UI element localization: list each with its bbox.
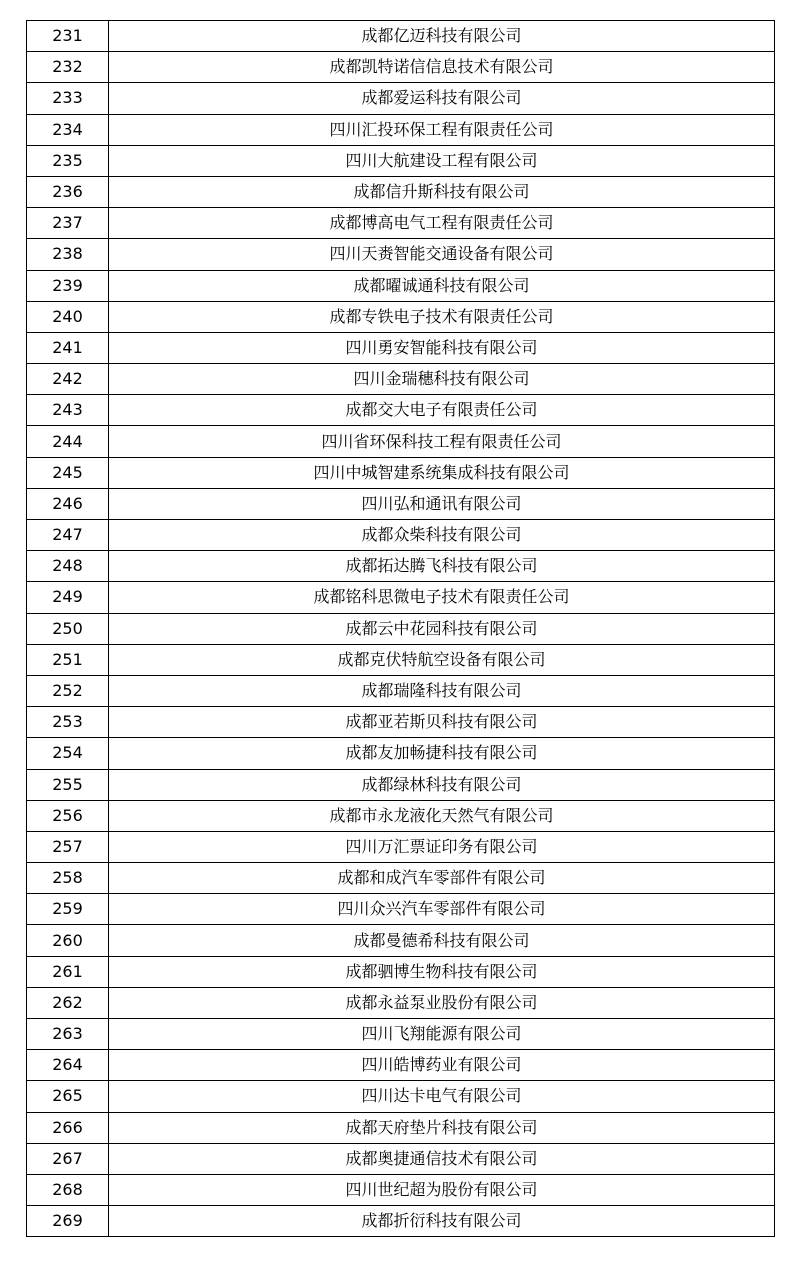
table-row [27, 208, 775, 239]
company-name-cell: 四川汇投环保工程有限责任公司 [109, 114, 775, 145]
row-number-cell: 269 [27, 1206, 109, 1237]
row-number-cell: 266 [27, 1112, 109, 1143]
row-number-cell: 267 [27, 1143, 109, 1174]
table-row [27, 582, 775, 613]
table-row [27, 769, 775, 800]
table-row [27, 1019, 775, 1050]
table-row [27, 894, 775, 925]
company-name-cell: 成都奥捷通信技术有限公司 [109, 1143, 775, 1174]
table-row [27, 956, 775, 987]
company-name-cell: 四川万汇票证印务有限公司 [109, 831, 775, 862]
company-name-cell: 成都曼德希科技有限公司 [109, 925, 775, 956]
company-name-cell: 成都曜诚通科技有限公司 [109, 270, 775, 301]
company-name-cell: 成都和成汽车零部件有限公司 [109, 863, 775, 894]
row-number-cell: 252 [27, 675, 109, 706]
table-row [27, 145, 775, 176]
table-row [27, 1112, 775, 1143]
table-row [27, 332, 775, 363]
table-row [27, 987, 775, 1018]
company-name-cell: 成都博高电气工程有限责任公司 [109, 208, 775, 239]
row-number-cell: 231 [27, 21, 109, 52]
row-number-cell: 259 [27, 894, 109, 925]
table-row [27, 426, 775, 457]
company-name-cell: 四川皓博药业有限公司 [109, 1050, 775, 1081]
table-body [27, 21, 775, 1237]
table-row [27, 520, 775, 551]
company-name-cell: 成都驷博生物科技有限公司 [109, 956, 775, 987]
row-number-cell: 255 [27, 769, 109, 800]
table-row [27, 1174, 775, 1205]
table-row [27, 1050, 775, 1081]
company-name-cell: 成都克伏特航空设备有限公司 [109, 644, 775, 675]
row-number-cell: 256 [27, 800, 109, 831]
company-name-cell: 成都专铁电子技术有限责任公司 [109, 301, 775, 332]
table-row [27, 270, 775, 301]
company-name-cell: 成都云中花园科技有限公司 [109, 613, 775, 644]
table-row [27, 1081, 775, 1112]
company-name-cell: 四川弘和通讯有限公司 [109, 488, 775, 519]
row-number-cell: 235 [27, 145, 109, 176]
company-name-cell: 四川省环保科技工程有限责任公司 [109, 426, 775, 457]
table-row [27, 831, 775, 862]
table-row [27, 644, 775, 675]
company-name-cell: 四川中城智建系统集成科技有限公司 [109, 457, 775, 488]
company-name-cell: 成都亿迈科技有限公司 [109, 21, 775, 52]
company-name-cell: 成都亚若斯贝科技有限公司 [109, 707, 775, 738]
row-number-cell: 234 [27, 114, 109, 145]
row-number-cell: 242 [27, 364, 109, 395]
company-name-cell: 成都市永龙液化天然气有限公司 [109, 800, 775, 831]
table-row [27, 83, 775, 114]
table-row [27, 738, 775, 769]
table-row [27, 395, 775, 426]
table-row [27, 114, 775, 145]
company-list-table [26, 20, 775, 1237]
row-number-cell: 247 [27, 520, 109, 551]
row-number-cell: 246 [27, 488, 109, 519]
company-name-cell: 成都信升斯科技有限公司 [109, 176, 775, 207]
row-number-cell: 263 [27, 1019, 109, 1050]
row-number-cell: 245 [27, 457, 109, 488]
table-row [27, 21, 775, 52]
company-name-cell: 四川众兴汽车零部件有限公司 [109, 894, 775, 925]
table-row [27, 52, 775, 83]
row-number-cell: 240 [27, 301, 109, 332]
company-name-cell: 成都瑞隆科技有限公司 [109, 675, 775, 706]
row-number-cell: 262 [27, 987, 109, 1018]
table-row [27, 551, 775, 582]
table-row [27, 488, 775, 519]
row-number-cell: 260 [27, 925, 109, 956]
table-row [27, 364, 775, 395]
company-name-cell: 四川金瑞穗科技有限公司 [109, 364, 775, 395]
company-name-cell: 成都凯特诺信信息技术有限公司 [109, 52, 775, 83]
row-number-cell: 236 [27, 176, 109, 207]
row-number-cell: 243 [27, 395, 109, 426]
company-name-cell: 成都爱运科技有限公司 [109, 83, 775, 114]
row-number-cell: 261 [27, 956, 109, 987]
row-number-cell: 238 [27, 239, 109, 270]
table-row [27, 176, 775, 207]
company-name-cell: 成都友加畅捷科技有限公司 [109, 738, 775, 769]
company-name-cell: 四川天赉智能交通设备有限公司 [109, 239, 775, 270]
company-name-cell: 成都绿林科技有限公司 [109, 769, 775, 800]
row-number-cell: 248 [27, 551, 109, 582]
table-row [27, 301, 775, 332]
row-number-cell: 244 [27, 426, 109, 457]
row-number-cell: 251 [27, 644, 109, 675]
row-number-cell: 264 [27, 1050, 109, 1081]
row-number-cell: 265 [27, 1081, 109, 1112]
table-row [27, 925, 775, 956]
row-number-cell: 233 [27, 83, 109, 114]
table-row [27, 800, 775, 831]
table-row [27, 1143, 775, 1174]
company-name-cell: 成都折衍科技有限公司 [109, 1206, 775, 1237]
row-number-cell: 250 [27, 613, 109, 644]
company-name-cell: 四川勇安智能科技有限公司 [109, 332, 775, 363]
company-name-cell: 成都交大电子有限责任公司 [109, 395, 775, 426]
row-number-cell: 232 [27, 52, 109, 83]
row-number-cell: 253 [27, 707, 109, 738]
table-row [27, 239, 775, 270]
company-name-cell: 成都铭科思微电子技术有限责任公司 [109, 582, 775, 613]
table-row [27, 707, 775, 738]
company-name-cell: 成都天府垫片科技有限公司 [109, 1112, 775, 1143]
row-number-cell: 239 [27, 270, 109, 301]
table-row [27, 675, 775, 706]
company-name-cell: 成都永益泵业股份有限公司 [109, 987, 775, 1018]
row-number-cell: 237 [27, 208, 109, 239]
company-name-cell: 成都众柴科技有限公司 [109, 520, 775, 551]
company-name-cell: 四川达卡电气有限公司 [109, 1081, 775, 1112]
row-number-cell: 241 [27, 332, 109, 363]
row-number-cell: 249 [27, 582, 109, 613]
company-name-cell: 四川大航建设工程有限公司 [109, 145, 775, 176]
company-name-cell: 成都拓达腾飞科技有限公司 [109, 551, 775, 582]
table-row [27, 863, 775, 894]
row-number-cell: 257 [27, 831, 109, 862]
company-name-cell: 四川飞翔能源有限公司 [109, 1019, 775, 1050]
row-number-cell: 268 [27, 1174, 109, 1205]
table-row [27, 613, 775, 644]
company-name-cell: 四川世纪超为股份有限公司 [109, 1174, 775, 1205]
row-number-cell: 258 [27, 863, 109, 894]
row-number-cell: 254 [27, 738, 109, 769]
table-row [27, 457, 775, 488]
table-row [27, 1206, 775, 1237]
